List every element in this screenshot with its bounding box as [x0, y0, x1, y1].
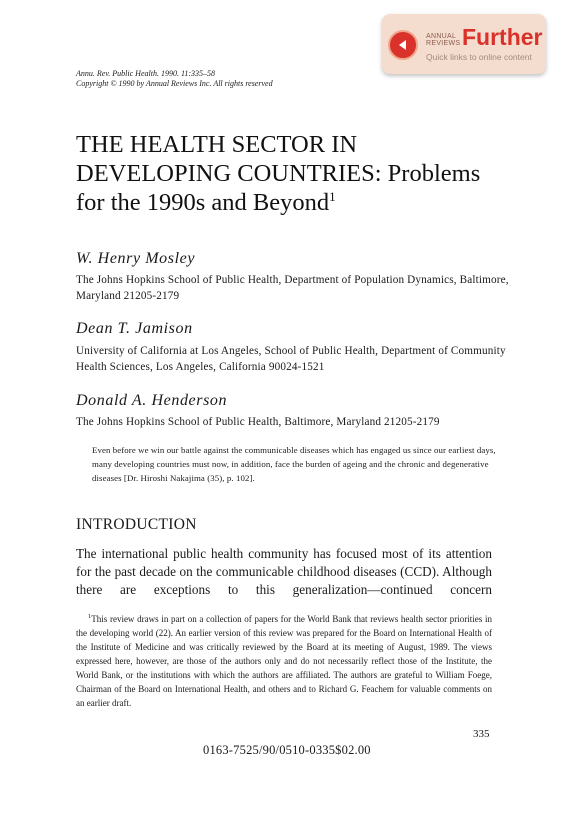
- price-code: 0163-7525/90/0510-0335$02.00: [203, 743, 371, 757]
- badge-annual-reviews-label: [426, 33, 460, 47]
- title-footnote-mark[interactable]: 1: [329, 188, 336, 204]
- footnote: [76, 612, 492, 710]
- badge-subtitle: Quick links to online content: [426, 52, 532, 62]
- author-name-1: W. Henry Mosley: [76, 250, 196, 267]
- author-name-3: Donald A. Henderson: [76, 392, 228, 409]
- author-name-2: Dean T. Jamison: [76, 320, 193, 337]
- left-arrow-circle-icon[interactable]: [388, 30, 418, 60]
- title-line-1: THE HEALTH SECTOR IN: [76, 131, 358, 158]
- epigraph-quote: Even before we win our battle against the communicable diseases which has engaged us since our earliest days, many developing countries must now, in addition, face the burden of ageing and the chronic and degenerative diseases [Dr. Hiroshi Nakajima (35), p. 102].: [92, 445, 496, 483]
- author-affiliation-1: The Johns Hopkins School of Public Health, Department of Population Dynamics, Baltimore, Maryland 21205-2179: [76, 274, 509, 302]
- title-line-2: DEVELOPING COUNTRIES: Problems: [76, 160, 481, 187]
- badge-further-label: Further: [462, 24, 543, 50]
- title-line-3: [76, 188, 526, 217]
- article-title: [76, 130, 526, 217]
- title-line-3-text: for the 1990s and Beyond: [76, 189, 330, 216]
- section-heading-introduction: INTRODUCTION: [76, 516, 197, 533]
- journal-copyright: Copyright © 1990 by Annual Reviews Inc. All rights reserved: [76, 79, 273, 88]
- badge-annual-text: ANNUAL REVIEWS: [426, 33, 461, 47]
- author-affiliation-2: University of California at Los Angeles, School of Public Health, Department of Community Health Sciences, Los Angeles, California 90024-1521: [76, 345, 506, 373]
- body-paragraph: The international public health community has focused most of its attention for the past decade on the communicable childhood diseases (CCD). Although there are exceptions to this generalization—continued concern: [76, 546, 492, 597]
- footnote-text: This review draws in part on a collection of papers for the World Bank that reviews health sector priorities in the developing world (22). An earlier version of this review was prepared for the Board on International Health of the Institute of Medicine and was critically reviewed by the Board at its meeting of August, 1989. The views expressed here, however, are those of the authors only and do not necessarily reflect those of the Institute, the World Bank, or the institutions with which the authors are affiliated. The authors are grateful to William Foege, Chairman of the Board on International Health, and others and to Richard G. Feachem for valuable comments on an earlier draft.: [76, 614, 492, 708]
- author-affiliation-3: The Johns Hopkins School of Public Health, Baltimore, Maryland 21205-2179: [76, 416, 440, 428]
- footnote-mark: 1: [88, 613, 92, 620]
- journal-citation-block: [76, 69, 273, 89]
- journal-citation: Annu. Rev. Public Health. 1990. 11:335–58: [76, 69, 216, 78]
- page-number: 335: [473, 728, 490, 740]
- annual-reviews-further-badge[interactable]: [382, 14, 546, 74]
